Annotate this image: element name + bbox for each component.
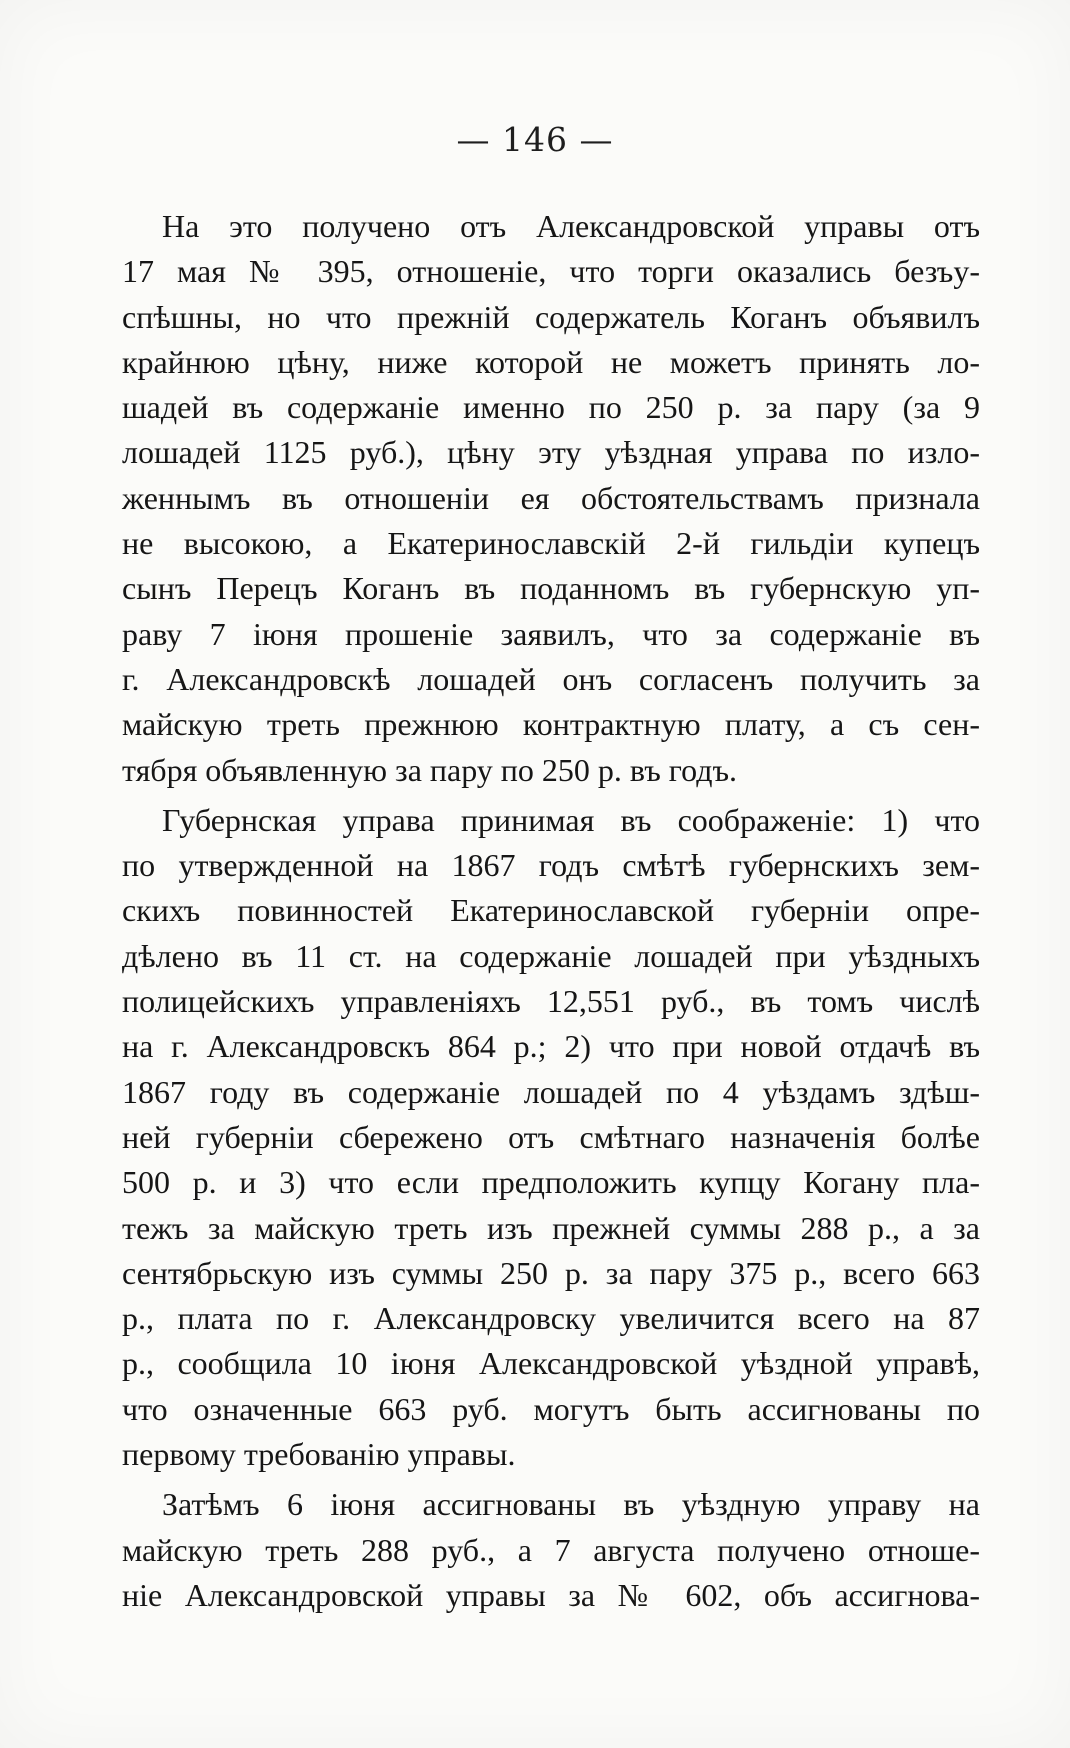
text-line: женнымъ въ отношеніи ея обстоятельствамъ признала [122,479,980,516]
paragraph-1 [122,204,980,793]
text-line: 500 р. и 3) что если предположить купцу Когану пла- [122,1164,980,1201]
text-line: р., плата по г. Александровску увеличится всего на 87 [122,1300,980,1337]
paragraph-2 [122,798,980,1477]
body-text [122,204,980,1618]
text-line: сынъ Перецъ Коганъ въ поданномъ въ губернскую уп- [122,570,980,607]
text-line: по утвержденной на 1867 годъ смѣтѣ губернскихъ зем- [122,847,980,884]
text-line: ніе Александровской управы за № 602, объ ассигнова- [122,1576,980,1613]
text-line: майскую треть 288 руб., а 7 августа получено отноше- [122,1531,980,1568]
text-line: ней губерніи сбережено отъ смѣтнаго назначенія болѣе [122,1118,980,1155]
text-line: тежъ за майскую треть изъ прежней суммы 288 р., а за [122,1209,980,1246]
text-line: 17 мая № 395, отношеніе, что торги оказались безъу- [122,253,980,290]
page-number: — 146 — [456,120,614,159]
text-line: скихъ повинностей Екатеринославской губерніи опре- [122,892,980,929]
text-line: на г. Александровскъ 864 р.; 2) что при новой отдачѣ въ [122,1028,980,1065]
text-line: г. Александровскѣ лошадей онъ согласенъ получить за [122,660,980,697]
text-line: тября объявленную за пару по 250 р. въ годъ. [122,751,738,788]
text-line: майскую треть прежнюю контрактную плату, а съ сен- [122,706,980,743]
text-line: раву 7 іюня прошеніе заявилъ, что за содержаніе въ [122,615,980,652]
text-line: что означенные 663 руб. могутъ быть ассигнованы по [122,1390,980,1427]
text-line: полицейскихъ управленіяхъ 12,551 руб., въ томъ числѣ [122,983,980,1020]
text-line: р., сообщила 10 іюня Александровской уѣздной управѣ, [122,1345,980,1382]
text-line: спѣшны, но что прежній содержатель Коганъ объявилъ [122,298,980,335]
text-line: дѣлено въ 11 ст. на содержаніе лошадей при уѣздныхъ [122,937,980,974]
text-line: крайнюю цѣну, ниже которой не можетъ принять ло- [122,343,980,380]
text-line: Затѣмъ 6 іюня ассигнованы въ уѣздную управу на [162,1486,980,1523]
text-line: Губернская управа принимая въ соображеніе: 1) что [162,801,980,838]
text-line: лошадей 1125 руб.), цѣну эту уѣздная управа по изло- [122,434,980,471]
text-line: На это получено отъ Александровской управы отъ [162,208,980,244]
text-line: первому требованію управы. [122,1436,516,1473]
text-line: 1867 году въ содержаніе лошадей по 4 уѣздамъ здѣш- [122,1073,980,1110]
paragraph-3 [122,1482,980,1618]
text-line: шадей въ содержаніе именно по 250 р. за пару (за 9 [122,389,980,426]
text-line: сентябрьскую изъ суммы 250 р. за пару 375 р., всего 663 [122,1254,980,1291]
text-line: не высокою, а Екатеринославскій 2-й гильдіи купецъ [122,525,980,562]
